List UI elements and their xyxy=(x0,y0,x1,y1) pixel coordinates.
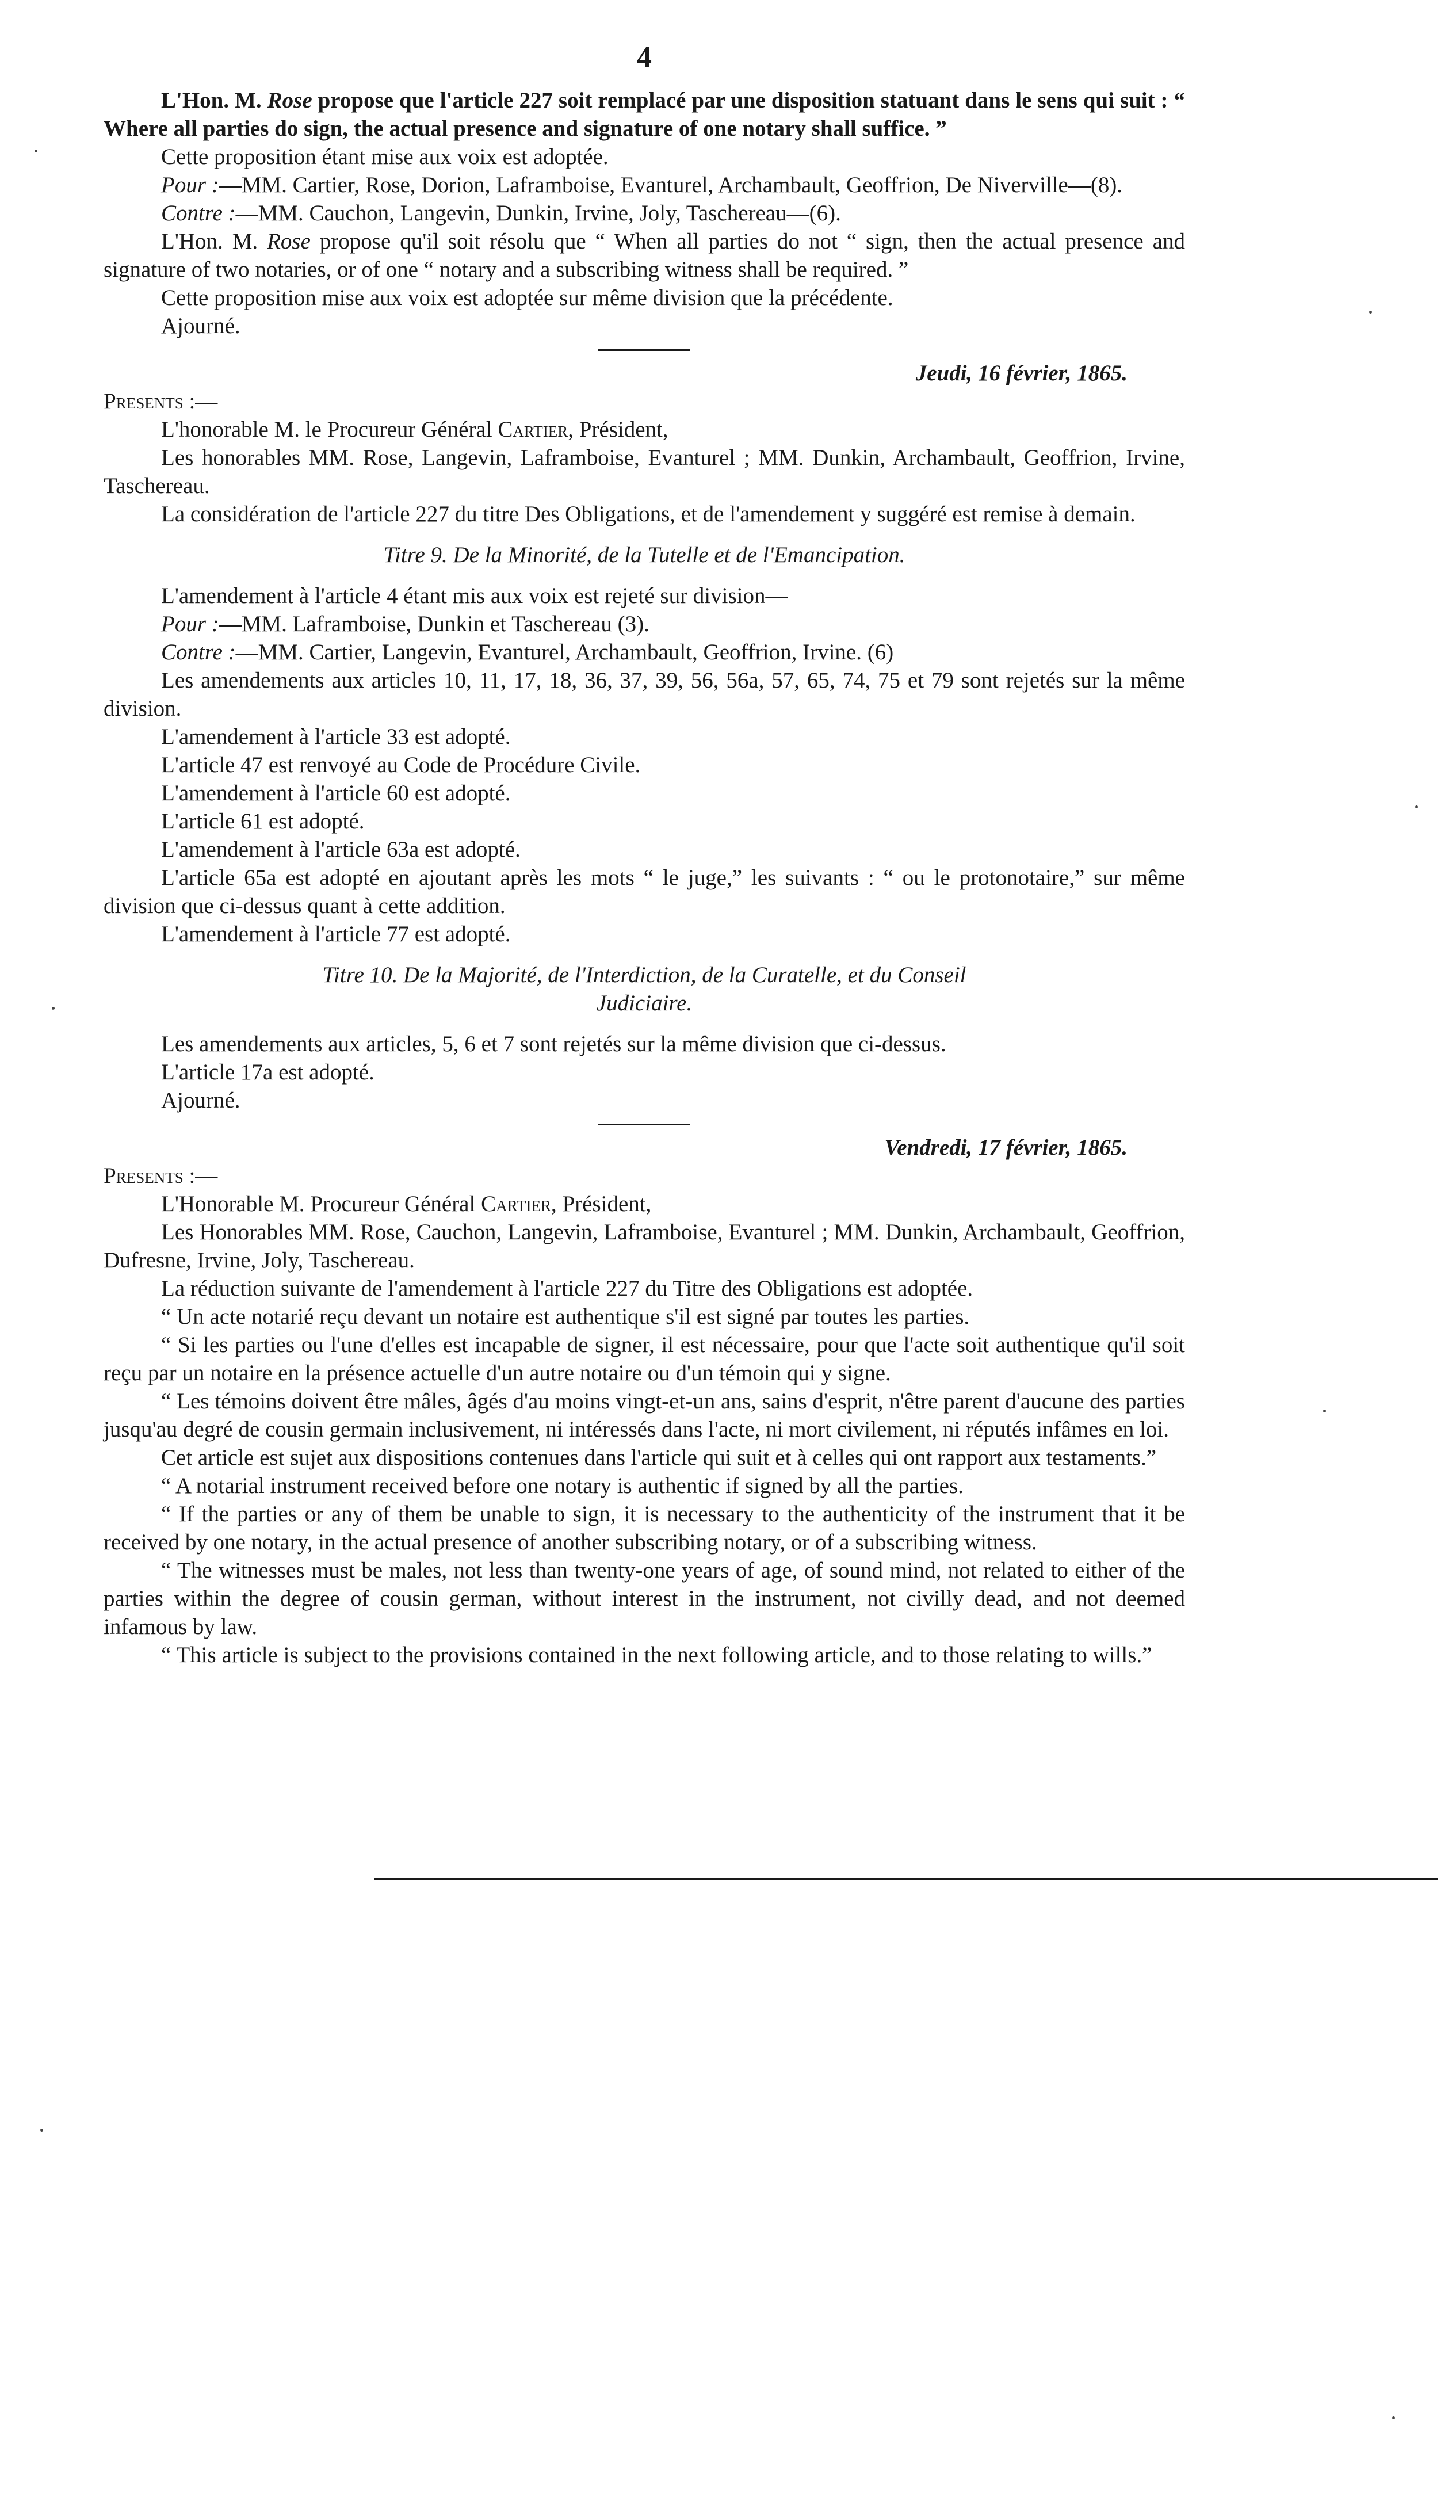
presents-text: L'honorable M. le Procureur Général xyxy=(161,417,498,442)
spacer xyxy=(104,1017,1185,1030)
paragraph-article-77: L'amendement à l'article 77 est adopté. xyxy=(161,922,511,946)
paragraph-amendment-4: L'amendement à l'article 4 étant mis aux voix est rejeté sur division— xyxy=(161,583,788,608)
section-divider xyxy=(598,1124,690,1125)
vote-names: —MM. Cartier, Rose, Dorion, Laframboise, Evanturel, Archambault, Geoffrion, De Niverville—(8). xyxy=(219,173,1123,197)
paragraph-article-65a: L'article 65a est adopté en ajoutant après les mots “ le juge,” les suivants : “ ou le protonotaire,” sur même division que ci-dessus quant à cette addition. xyxy=(104,865,1185,918)
vote-label: Contre : xyxy=(161,201,236,226)
paragraph-adopted: Cette proposition étant mise aux voix est adoptée. xyxy=(161,144,609,169)
session-date: Vendredi, 17 février, 1865. xyxy=(884,1135,1128,1160)
quote-fr-2 xyxy=(104,1331,1185,1387)
paragraph-article-17a: L'article 17a est adopté. xyxy=(161,1060,374,1085)
margin-rule-line xyxy=(374,1878,1438,1880)
section-divider xyxy=(598,349,690,351)
presents-members: Les Honorables MM. Rose, Cauchon, Langevin, Laframboise, Evanturel ; MM. Dunkin, Archambault, Geoffrion, Dufresne, Irvine, Joly, Taschereau. xyxy=(104,1220,1185,1273)
proposal-text: propose qu'il soit résolu que “ When all parties do not “ sign, then the actual presence and signature of two notaries, or of one “ notary and a subscribing witness shall be required. ” xyxy=(104,229,1185,282)
quote-text: un notaire en la présence actuelle d'un autre notaire ou d'un témoin qui y signe. xyxy=(176,1361,891,1385)
paragraph-rose-proposal-2 xyxy=(104,227,1185,284)
spacer xyxy=(104,948,1185,961)
quote-fr-4: Cet article est sujet aux dispositions contenues dans l'article qui suit et à celles qui ont rapport aux testaments.” xyxy=(161,1445,1157,1470)
paragraph-adjourned: Ajourné. xyxy=(161,314,240,338)
paragraph-reduction-adopted: La réduction suivante de l'amendement à l'article 227 du Titre des Obligations est adoptée. xyxy=(161,1276,973,1301)
speaker-name: Rose xyxy=(267,88,312,113)
presents-label: Presents :— xyxy=(104,389,218,414)
proposal-text: propose que l'article 227 soit remplacé par une disposition statuant dans le sens qui suit : “ Where all parties do sign, the actual presence and signature of one notary shall suffice. ” xyxy=(104,88,1186,141)
vote-label: Pour : xyxy=(161,173,219,197)
presents-president xyxy=(104,415,1185,444)
paragraph-article-33: L'amendement à l'article 33 est adopté. xyxy=(161,724,511,749)
paragraph-article-47: L'article 47 est renvoyé au Code de Procédure Civile. xyxy=(161,753,641,777)
president-name: Cartier xyxy=(481,1192,551,1216)
spacer xyxy=(104,528,1185,541)
paragraph-consideration: La considération de l'article 227 du titre Des Obligations, et de l'amendement y suggéré est remise à demain. xyxy=(161,502,1136,526)
paragraph-amendments-rejected: Les amendements aux articles 10, 11, 17, 18, 36, 37, 39, 56, 56a, 57, 65, 74, 75 et 79 sont rejetés sur la même division. xyxy=(104,668,1185,721)
quote-fr-1: “ Un acte notarié reçu devant un notaire est authentique s'il est signé par toutes les parties. xyxy=(161,1304,970,1329)
vote-contre xyxy=(104,638,1185,666)
paragraph-article-63a: L'amendement à l'article 63a est adopté. xyxy=(161,837,521,862)
paragraph-article-60: L'amendement à l'article 60 est adopté. xyxy=(161,781,511,805)
vote-label: Contre : xyxy=(161,640,236,665)
vote-names: —MM. Laframboise, Dunkin et Taschereau (3). xyxy=(219,612,649,636)
president-name: Cartier xyxy=(498,417,568,442)
quote-en-2: “ If the parties or any of them be unable to sign, it is necessary to the authenticity of the instrument that it be received by one notary, in the actual presence of another subscribing notary, or of a subscribing witness. xyxy=(104,1502,1185,1555)
presents-text: , Président, xyxy=(568,417,668,442)
paragraph-amendments-5-6-7: Les amendements aux articles, 5, 6 et 7 sont rejetés sur la même division que ci-dessus. xyxy=(161,1032,946,1056)
quote-en-4: “ This article is subject to the provisions contained in the next following article, and to those relating to wills.” xyxy=(161,1643,1152,1667)
scan-speck xyxy=(52,1007,55,1010)
paragraph-adopted-same-division: Cette proposition mise aux voix est adoptée sur même division que la précédente. xyxy=(161,285,893,310)
paragraph-rose-proposal-1 xyxy=(104,86,1185,143)
paragraph-adjourned: Ajourné. xyxy=(161,1088,240,1113)
vote-label: Pour : xyxy=(161,612,219,636)
vote-pour xyxy=(104,171,1185,199)
vote-names: —MM. Cartier, Langevin, Evanturel, Archambault, Geoffrion, Irvine. (6) xyxy=(235,640,894,665)
quote-text: “ Si les parties ou l'une d'elles est incapable de signer, il est nécessaire, xyxy=(161,1332,810,1357)
scan-speck xyxy=(1323,1410,1326,1412)
struck-text-content: pour que l'acte soit authentique qu'il soit reçu par xyxy=(104,1332,1186,1385)
speaker-name: Rose xyxy=(267,229,311,254)
scan-speck xyxy=(40,2129,43,2132)
scan-speck xyxy=(35,150,37,152)
presents-text: L'Honorable M. Procureur Général xyxy=(161,1192,481,1216)
scan-speck xyxy=(1369,311,1372,314)
quote-en-1: “ A notarial instrument received before one notary is authentic if signed by all the parties. xyxy=(161,1473,964,1498)
quote-en-3: “ The witnesses must be males, not less than twenty-one years of age, of sound mind, not related to either of the parties within the degree of cousin german, without interest in the instrument, not civilly dead, and not deemed infamous by law. xyxy=(104,1558,1185,1639)
title-heading-10 xyxy=(104,961,1185,1017)
presents-label: Presents :— xyxy=(104,1163,218,1188)
scan-speck xyxy=(1415,805,1418,808)
vote-names: —MM. Cauchon, Langevin, Dunkin, Irvine, Joly, Taschereau—(6). xyxy=(235,201,841,226)
text-column xyxy=(104,40,1185,1669)
presents-text: , Président, xyxy=(551,1192,652,1216)
vote-pour xyxy=(104,610,1185,638)
paragraph-article-61: L'article 61 est adopté. xyxy=(161,809,365,834)
scan-speck xyxy=(1392,2416,1395,2419)
heading-line: Titre 10. De la Majorité, de l'Interdiction, de la Curatelle, et du Conseil xyxy=(322,963,966,987)
spacer xyxy=(104,569,1185,582)
page-number: 4 xyxy=(637,41,652,74)
presents-members: Les honorables MM. Rose, Langevin, Laframboise, Evanturel ; MM. Dunkin, Archambault, Geoffrion, Irvine, Taschereau. xyxy=(104,445,1185,498)
speaker-honorific: L'Hon. M. xyxy=(161,229,258,254)
heading-line-sub: Judiciaire. xyxy=(596,991,693,1015)
speaker-honorific: L'Hon. M. xyxy=(161,88,262,113)
title-heading-9: Titre 9. De la Minorité, de la Tutelle et de l'Emancipation. xyxy=(383,543,905,567)
quote-fr-3: “ Les témoins doivent être mâles, âgés d'au moins vingt-et-un ans, sains d'esprit, n'être parent d'aucune des parties jusqu'au degré de cousin germain inclusivement, ni intéressés dans l'acte, ni mort civilement, ni réputés infâmes en loi. xyxy=(104,1389,1185,1442)
presents-president xyxy=(104,1190,1185,1218)
vote-contre xyxy=(104,199,1185,227)
session-date: Jeudi, 16 février, 1865. xyxy=(915,361,1128,385)
